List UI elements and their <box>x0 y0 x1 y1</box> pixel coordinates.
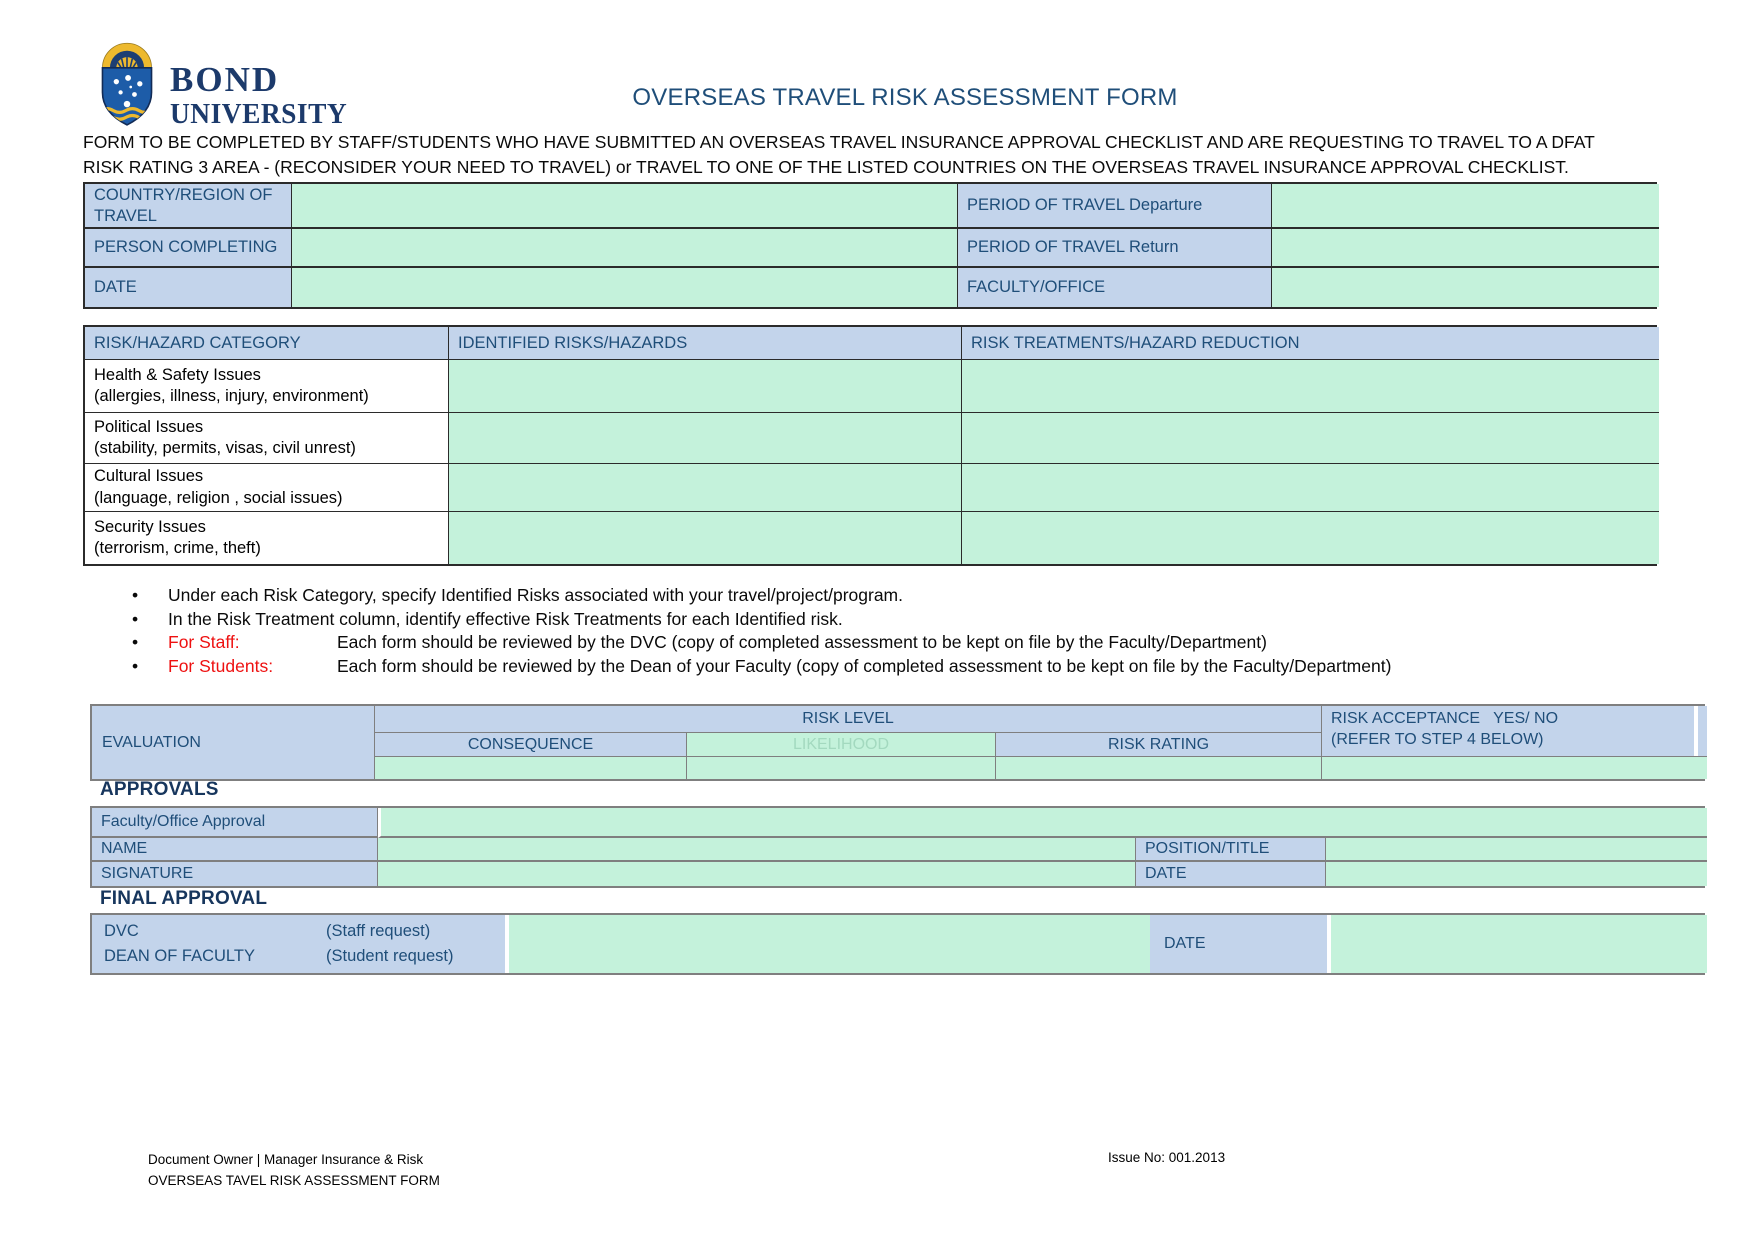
for-students-prefix: For Students: <box>168 655 274 676</box>
footer-left <box>148 1150 440 1192</box>
risk-acceptance-line-2: (REFER TO STEP 4 BELOW) <box>1331 731 1544 749</box>
category-subtitle: (allergies, illness, injury, environment) <box>94 387 369 405</box>
risk-level-header: RISK LEVEL <box>375 706 1322 733</box>
category-subtitle: (stability, permits, visas, civil unrest) <box>94 439 356 457</box>
faculty-office-input[interactable] <box>1272 268 1659 307</box>
cultural-category <box>85 464 449 512</box>
category-title: Cultural Issues <box>94 467 204 486</box>
evaluation-label: EVALUATION <box>92 706 375 779</box>
country-region-input[interactable] <box>292 184 958 229</box>
category-subtitle: (terrorism, crime, theft) <box>94 539 261 557</box>
consequence-header: CONSEQUENCE <box>375 733 687 757</box>
dvc-dean-label <box>92 915 505 973</box>
final-approval-table <box>90 913 1705 975</box>
bullet-icon: • <box>132 585 139 605</box>
security-treatments-input[interactable] <box>962 512 1659 564</box>
country-region-label: COUNTRY/REGION OF TRAVEL <box>85 184 292 229</box>
security-category <box>85 512 449 564</box>
health-safety-treatments-input[interactable] <box>962 360 1659 413</box>
instruction-text: Under each Risk Category, specify Identified Risks associated with your travel/project/program. <box>168 585 903 605</box>
category-title: Health & Safety Issues <box>94 365 261 384</box>
approval-date-label: DATE <box>1136 862 1326 886</box>
instructions-list <box>132 584 1612 678</box>
intro-text <box>83 130 1683 180</box>
category-title: Security Issues <box>94 517 206 536</box>
category-subtitle: (language, religion , social issues) <box>94 488 343 507</box>
instruction-item <box>132 631 1612 655</box>
period-return-input[interactable] <box>1272 229 1659 268</box>
student-request-note: (Student request) <box>326 947 454 965</box>
risk-acceptance-line-1: RISK ACCEPTANCE YES/ NO <box>1331 710 1559 727</box>
bullet-icon: • <box>132 632 139 652</box>
security-risks-input[interactable] <box>449 512 962 564</box>
issue-number-text: Issue No: 001.2013 <box>1108 1150 1226 1165</box>
risk-rating-input[interactable] <box>996 757 1322 779</box>
bond-university-crest-icon <box>95 39 159 132</box>
name-input[interactable] <box>378 838 1136 862</box>
final-date-input[interactable] <box>1327 915 1707 973</box>
faculty-office-approval-input[interactable] <box>378 808 1707 838</box>
evaluation-table <box>90 704 1705 781</box>
instruction-text: In the Risk Treatment column, identify effective Risk Treatments for each Identified risk. <box>168 608 843 629</box>
dvc-role: DVC <box>104 922 139 940</box>
approvals-table <box>90 806 1705 888</box>
political-risks-input[interactable] <box>449 413 962 464</box>
instruction-text: Each form should be reviewed by the Dean of your Faculty (copy of completed assessment to be kept on file by the Faculty/Department) <box>337 655 1392 676</box>
faculty-office-label: FACULTY/OFFICE <box>958 268 1272 307</box>
political-treatments-input[interactable] <box>962 413 1659 464</box>
cultural-risks-input[interactable] <box>449 464 962 512</box>
risk-rating-header: RISK RATING <box>996 733 1322 757</box>
final-approver-input[interactable] <box>505 915 1150 973</box>
position-title-label: POSITION/TITLE <box>1136 838 1326 862</box>
likelihood-input[interactable] <box>687 757 996 779</box>
person-completing-input[interactable] <box>292 229 958 268</box>
logo-wordmark <box>170 62 351 129</box>
instruction-item <box>132 584 1612 608</box>
bullet-icon: • <box>132 608 139 629</box>
date-label: DATE <box>85 268 292 307</box>
category-title: Political Issues <box>94 417 204 436</box>
staff-request-note: (Staff request) <box>326 922 431 940</box>
dean-line <box>104 947 493 966</box>
signature-label: SIGNATURE <box>92 862 378 886</box>
final-date-label: DATE <box>1150 915 1327 973</box>
logo-university-text: UNIVERSITY <box>170 99 348 130</box>
health-safety-risks-input[interactable] <box>449 360 962 413</box>
person-completing-label: PERSON COMPLETING <box>85 229 292 268</box>
identified-risks-header: IDENTIFIED RISKS/HAZARDS <box>449 327 962 360</box>
intro-line-1: FORM TO BE COMPLETED BY STAFF/STUDENTS WHO HAVE SUBMITTED AN OVERSEAS TRAVEL INSURANCE APPROVAL CHECKLIST AND ARE REQUESTING TO TRAVEL TO A DFAT <box>83 132 1595 152</box>
period-return-label: PERIOD OF TRAVEL Return <box>958 229 1272 268</box>
consequence-input[interactable] <box>375 757 687 779</box>
approval-date-input[interactable] <box>1326 862 1707 886</box>
political-category <box>85 413 449 464</box>
name-label: NAME <box>92 838 378 862</box>
faculty-office-approval-label: Faculty/Office Approval <box>92 808 378 838</box>
form-name-text: OVERSEAS TAVEL RISK ASSESSMENT FORM <box>148 1172 440 1188</box>
health-safety-category <box>85 360 449 413</box>
dvc-line <box>104 922 493 941</box>
likelihood-header: LIKELIHOOD <box>687 733 996 757</box>
risk-acceptance-header <box>1322 706 1707 757</box>
risk-acceptance-input[interactable] <box>1322 757 1707 779</box>
for-staff-prefix: For Staff: <box>168 632 240 652</box>
instruction-item <box>132 608 1612 632</box>
position-title-input[interactable] <box>1326 838 1707 862</box>
approvals-heading: APPROVALS <box>100 779 219 800</box>
period-departure-input[interactable] <box>1272 184 1659 229</box>
period-departure-label: PERIOD OF TRAVEL Departure <box>958 184 1272 229</box>
page-title: OVERSEAS TRAVEL RISK ASSESSMENT FORM <box>632 84 1178 111</box>
signature-input[interactable] <box>378 862 1136 886</box>
cultural-treatments-input[interactable] <box>962 464 1659 512</box>
intro-line-2: RISK RATING 3 AREA - (RECONSIDER YOUR NEED TO TRAVEL) or TRAVEL TO ONE OF THE LISTED COUNTRIES ON THE OVERSEAS TRAVEL INSURANCE APPROVAL CHECKLIST. <box>83 157 1569 177</box>
final-approval-heading: FINAL APPROVAL <box>100 888 268 909</box>
risk-category-header: RISK/HAZARD CATEGORY <box>85 327 449 360</box>
risk-treatments-header: RISK TREATMENTS/HAZARD REDUCTION <box>962 327 1659 360</box>
instruction-item <box>132 655 1612 679</box>
instruction-text: Each form should be reviewed by the DVC (copy of completed assessment to be kept on file by the Faculty/Department) <box>337 632 1267 652</box>
date-input[interactable] <box>292 268 958 307</box>
dean-role: DEAN OF FACULTY <box>104 947 255 965</box>
logo-bond-text: BOND <box>170 60 280 99</box>
bullet-icon: • <box>132 655 139 676</box>
document-owner-text: Document Owner | Manager Insurance & Risk <box>148 1152 424 1167</box>
risk-hazard-table <box>83 325 1657 566</box>
travel-details-table <box>83 182 1657 309</box>
